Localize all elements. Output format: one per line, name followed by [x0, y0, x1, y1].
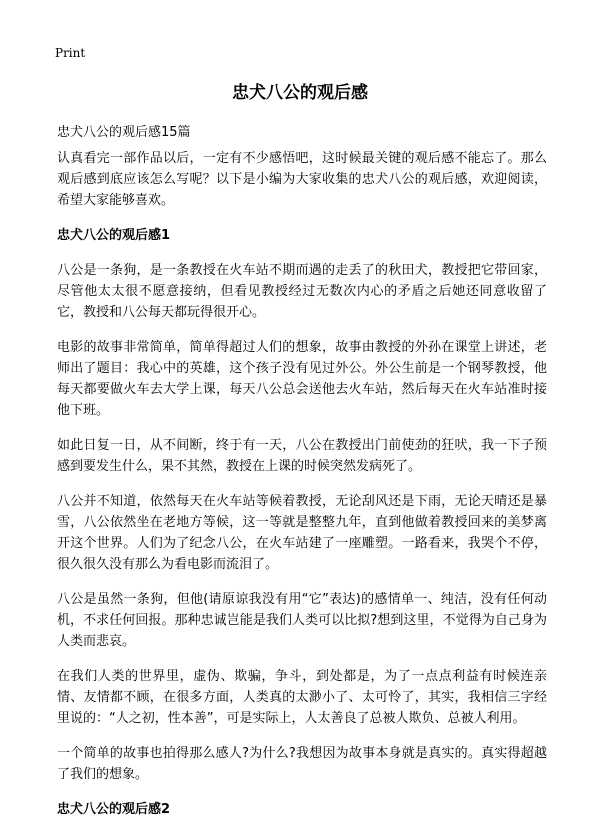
page-subtitle: 忠犬八公的观后感15篇: [57, 125, 191, 140]
section1-paragraph-1: 八公是一条狗，是一条教授在火车站不期而遇的走丢了的秋田犬，教授把它带回家，尽管他太太很不愿意接纳，但看见教授经过无数次内心的矛盾之后她还同意收留了它，教授和八公每天都玩得很开心。: [57, 263, 547, 320]
intro-paragraph: 认真看完一部作品以后，一定有不少感悟吧，这时候最关键的观后感不能忘了。那么观后感到底应该怎么写呢？以下是小编为大家收集的忠犬八公的观后感，欢迎阅读，希望大家能够喜欢。: [57, 151, 547, 208]
section1-paragraph-6: 在我们人类的世界里，虚伪、欺骗，争斗，到处都是，为了一点点利益有时候连亲情、友情都不顾，在很多方面，人类真的太渺小了、太可怜了，其实，我相信三字经里说的：“人之初，性本善”，可是实际上，人太善良了总被人欺负、总被人利用。: [57, 669, 547, 726]
section1-paragraph-7: 一个简单的故事也拍得那么感人?为什么?我想因为故事本身就是真实的。真实得超越了我们的想象。: [57, 746, 547, 782]
section-heading-2: 忠犬八公的观后感2: [57, 802, 171, 817]
section1-paragraph-3: 如此日复一日，从不间断，终于有一天，八公在教授出门前使劲的狂吠，我一下子预感到要发生什么，果不其然，教授在上课的时候突然发病死了。: [57, 438, 547, 474]
section1-paragraph-5: 八公是虽然一条狗，但他(请原谅我没有用“它”表达)的感情单一、纯洁，没有任何动机，不求任何回报。那种忠诚岂能是我们人类可以比拟?想到这里，不觉得为自己身为人类而悲哀。: [57, 592, 547, 649]
article-body: [57, 148, 547, 834]
page-title: 忠犬八公的观后感: [232, 83, 368, 103]
section1-paragraph-4: 八公并不知道，依然每天在火车站等候着教授，无论刮风还是下雨，无论天晴还是暴雪，八公依然坐在老地方等候，这一等就是整整九年，直到他做着教授回来的美梦离开这个世界。人们为了纪念八公，在火车站建了一座雕塑。一路看来，我哭个不停，很久很久没有那么为看电影而流泪了。: [57, 494, 547, 572]
section-heading-1: 忠犬八公的观后感1: [57, 228, 171, 243]
section1-paragraph-2: 电影的故事非常简单，简单得超过人们的想象，故事由教授的外孙在课堂上讲述，老师出了题目：我心中的英雄，这个孩子没有见过外公。外公生前是一个钢琴教授，他每天都要做火车去大学上课，每天八公总会送他去火车站，然后每天在火车站准时接他下班。: [57, 340, 547, 418]
print-label[interactable]: Print: [55, 46, 86, 60]
